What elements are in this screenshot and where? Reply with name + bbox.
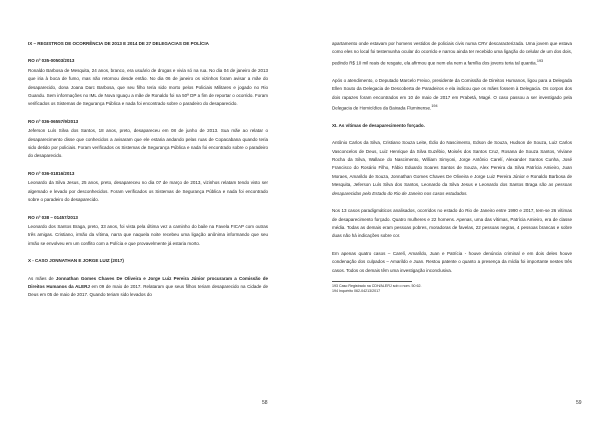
page-number-left: 58: [262, 400, 268, 406]
victims-list: Antônio Carlos da Silva, Cristiano Souza Leite, Édio do Nascimento, Edson de Souza, Hudson de Souza, Luiz Carlos Vasconcelos de Deus, Luiz Henrique da Silva Euzébio, Moisés dos Santos Cruz, Rosana de Souza Santos, Viviane Rocha da Silva, Wallace do Nascimento, William Simyoni, Jorge Antônio Carelí, Alexander Santos Cunha, José Francisco do Rosário Filho, Fábio Eduardo Soares Santos de Souza, Alex Pereira da Silva Patrícia Amieiro, Juan Moraes, Amarildo de Souza, Jonnathan Gomes Chaves De Oliveira e Jorge Luiz Pereira Júnior e Ronaldo Barbosa de Mesquita, Jeferson Luís Silva dos Santos, Leonardo da Silva Jesus e Leonardo dos Santos Braga: [332, 140, 572, 188]
record-text-2: Jeferson Luís Silva dos Santos, 18 anos, preto, desapareceu em 08 de junho de 2013. Sua mãe ao relatar o desaparecimento disse que conhecidos a avisaram que ele estaria andando pelas ruas de Copacabana quando teria sido detido por policiais. Foram verificados os Sistemas de Segurança Pública e nada foi encontrado sobre o paradeiro do desaparecido.: [28, 128, 268, 159]
footnote-ref-194: 194: [431, 103, 438, 108]
section-x-heading: X - CASO JONNATHAN E JORGE LUIZ (2017): [28, 258, 124, 264]
section-xi-heading: XI. As vítimas de desaparecimento forçado.: [332, 122, 425, 128]
right-page-body: [332, 40, 572, 295]
right-page: [300, 0, 600, 424]
record-id-1: RO nº 035-00503/2013: [28, 58, 75, 64]
record-text-1: Ronaldo Barbosa de Mesquita, 24 anos, branco, era usuário de drogas e vivia só na rua. No dia 04 de janeiro de 2013 que iria à boca de fumo, mas não retornou desde então. No dia 06 de janeiro os vizinhos foram avisar a mãe do desaparecido, dona Joana Darc Barbosa, que seu filho teria sido morto pelos Policiais Militares e jogado no Rio Guandu. Sem informações no IML de Nova Iguaçu a mãe de Ronaldo foi na 50ª DP a fim de reportar o ocorrido. Foram verificados os Sistemas de Segurança Pública e nada foi encontrado sobre o paradeiro do desaparecido.: [28, 67, 268, 107]
left-page-body: [28, 40, 268, 300]
freixo-text: Após o atendimento, o Deputado Marcelo Freixo, presidente da Comissão de Direitos Humanos, ligou para a Delegada Ellen Souto da Delegacia de Descoberta de Paradeiros e ela indicou que os mães fossem à Delegacia. Os corpos dos dois rapazes foram encontrados em 10 de maio de 2017 em Prabetá, Magé. O caso passou a ser investigado pela Delegacia de Homicídios da Baixada Fluminense.: [332, 77, 572, 111]
section-x-paragraph: [28, 275, 268, 300]
freixo-paragraph: [332, 77, 572, 113]
footnote-divider: [332, 281, 412, 282]
section-x-text-end: em 09 de maio de 2017. Relataram que seus filhos teriam desaparecido na Cidade de Deus em 05 de maio de 2017. Quando teriam sido levados do: [28, 283, 268, 298]
record-text-4: Leonardo dos Santos Braga, preto, 33 anos, foi vista pela última vez a caminho do baile na Favela FICAP com outras três amigas. Cristiano, irmão da vítima, narra que naquela noite recebeu uma ligação anônima informando que seu irmão se envolveu em um conflito com a Polícia e que provavelmente já estaria morto.: [28, 223, 268, 246]
record-id-3: RO nº 036-01816/2013: [28, 170, 75, 176]
footnote-193: 193 Caso Registrado na CDH/ALERJ sob o nom. 50 62.: [332, 283, 422, 288]
record-id-4: RO nº 038 – 01457/2013: [28, 214, 78, 220]
victims-conclusion: são as pessoas desaparecidas pelo Estado do Rio de Janeiro nos casos estudados.: [332, 182, 572, 196]
record-id-2: RO nº 036-06557/9/2013: [28, 118, 79, 124]
page-number-right: 59: [576, 400, 582, 406]
record-text-3: Leonardo da Silva Jesus, 25 anos, preto, desapareceu no dia 07 de março de 2013, vizinhos relatam tendo visto ser algemado e levado por desconhecidos. Foram verificados os Sistemas de Segurança Pública e nada foi encontrado sobre o paradeiro do desaparecido.: [28, 180, 268, 203]
statistics-paragraph: Nos 13 casos paradigmáticos analisados, ocorridos no estado do Rio de Janeiro entre 1990 e 2017, tem-se 26 vítimas de desaparecimento forçado. Quatro mulheres e 22 homens. Apenas, uma das vítimas, Patrícia Amieiro, era de classe média. Todas as demais eram pessoas pobres, moradoras de favelas, 22 pessoas negras, 4 pessoas brancas e sobre duas não há indicações sobre cor.: [332, 208, 572, 239]
victims-paragraph: [332, 139, 572, 198]
section-x-text-start: As mães de: [28, 275, 56, 281]
continuation-text: apartamento onde estavam por homens vestidos de policiais civis numa CRV descaracterizada. Uma jovem que estava como eles no local foi testemunha ocular do ocorrido e narrou ainda ter recebido uma ligação do celular de um dos dois, pedindo R$ 10 mil reais de resgate, ela afirmou que nem ela nem a família dos jovens teria tal quantia.: [332, 41, 572, 66]
continuation-paragraph: [332, 40, 572, 68]
section-ix-heading: IX – REGISTROS DE OCORRÊNCIA DE 2013 E 2014 DE 27 DELEGACIAS DE POLÍCIA: [28, 41, 209, 46]
footnote-194: 194 Inquérito 062-04213/2017: [332, 289, 381, 294]
footnote-ref-193: 193: [536, 58, 544, 63]
section-x-text-bold: Jonnathan Gomes Chaves De Oliveira e Jorge Luiz Pereira Júnior procuraram a Comissão de Direitos Humanos da ALERJ: [28, 275, 268, 289]
prosecution-paragraph: Em apenas quatro casos – Carelí, Amarildo, Juan e Patrícia - houve denúncia criminal e em dois deles houve condenação dos culpados – Amarildo e Juan. Restou patente o quanto a presença da mídia foi importante nestes três casos. Todos os demais têm uma investigação inconclusiva.: [332, 250, 572, 273]
